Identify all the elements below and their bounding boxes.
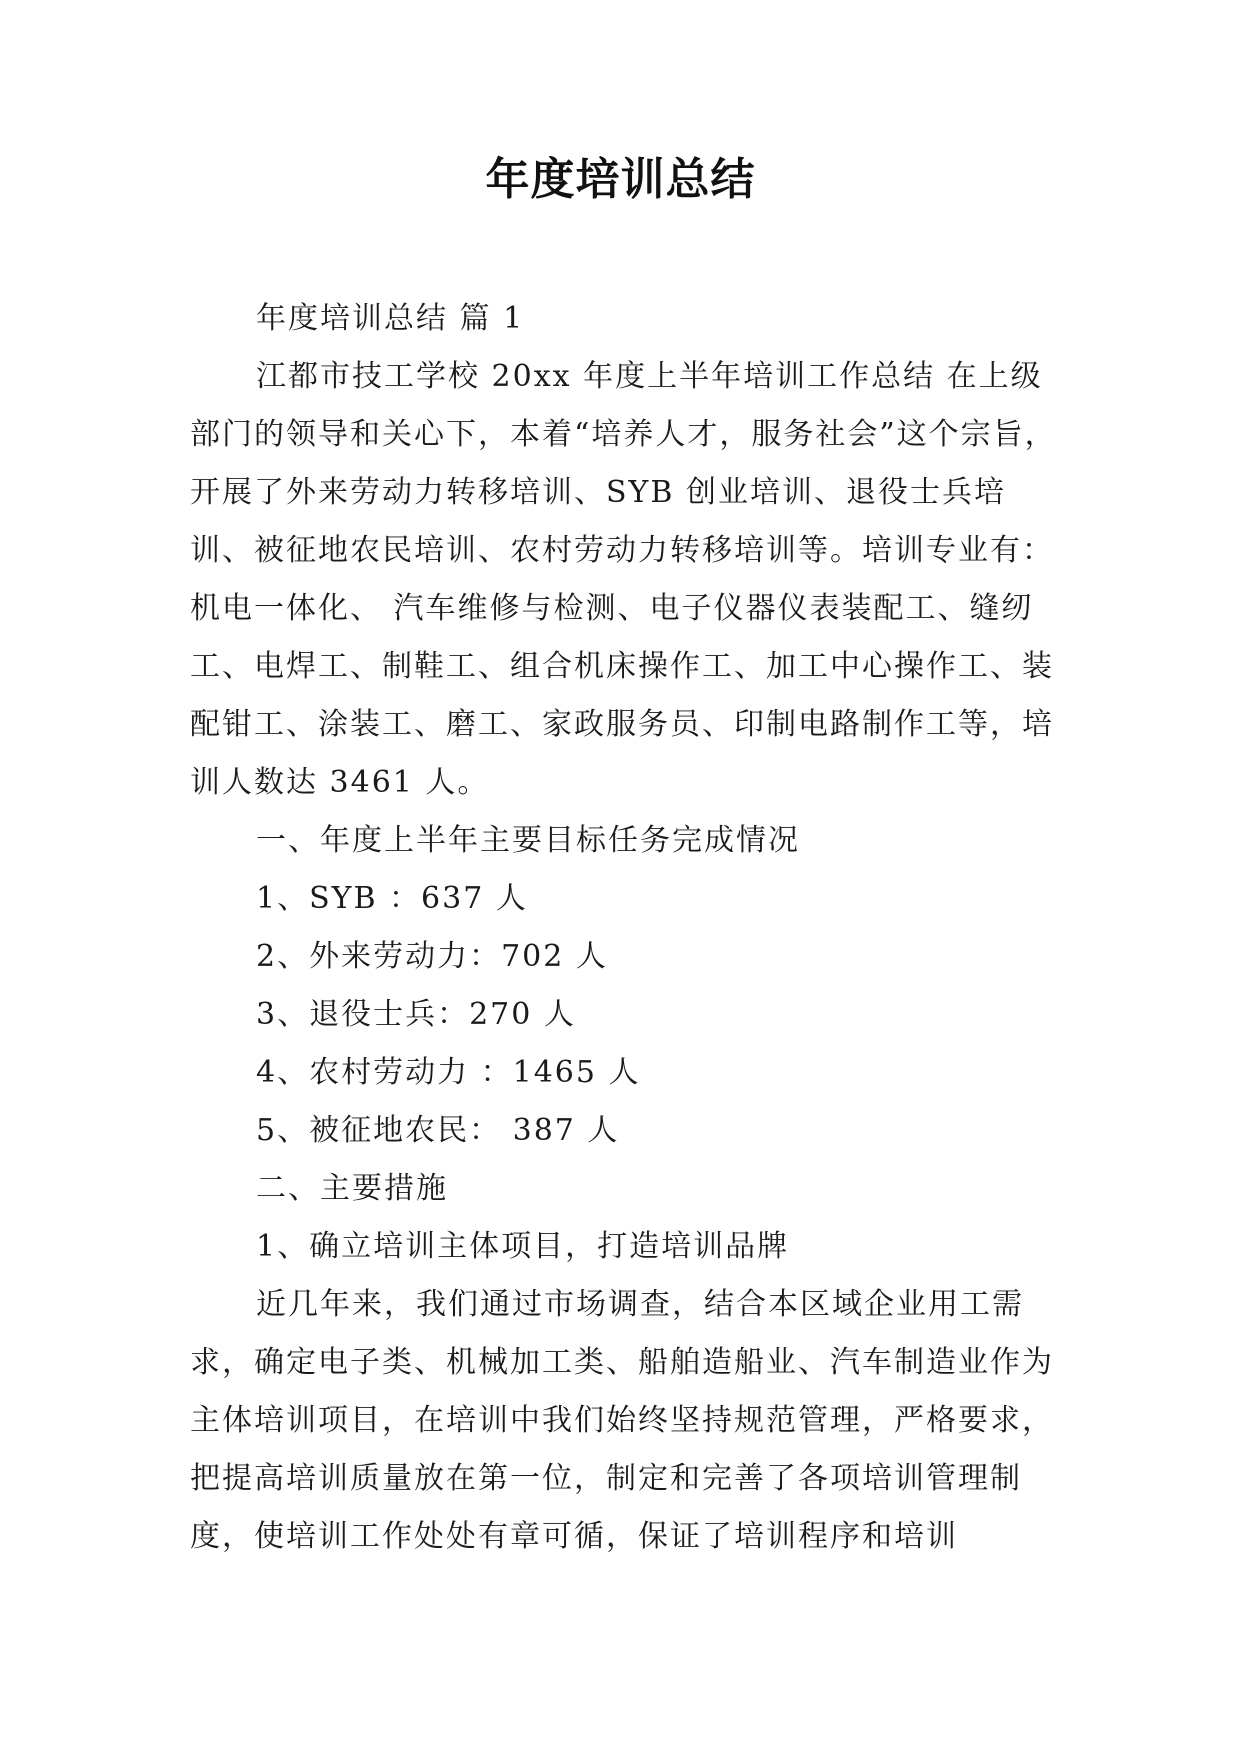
section-heading: 年度培训总结 篇 1 <box>256 301 525 336</box>
list-item: 3、退役士兵：270 人 <box>256 997 576 1032</box>
document-title: 年度培训总结 <box>485 154 756 205</box>
body-paragraph: 近几年来，我们通过市场调查，结合本区域企业用工需求，确定电子类、机械加工类、船舶造船业、汽车制造业作为主体培训项目，在培训中我们始终坚持规范管理，严格要求，把提高培训质量放在第一位，制定和完善了各项培训管理制度，使培训工作处处有章可循，保证了培训程序和培训 <box>190 1287 1054 1554</box>
section-heading: 二、主要措施 <box>256 1171 448 1206</box>
intro-paragraph: 江都市技工学校 20xx 年度上半年培训工作总结 在上级部门的领导和关心下，本着“培养人才，服务社会”这个宗旨，开展了外来劳动力转移培训、SYB 创业培训、退役士兵培训、被征地农民培训、农村劳动力转移培训等。培训专业有：机电一体化、 汽车维修与检测、电子仪器仪表装配工、缝纫工、电焊工、制鞋工、组合机床操作工、加工中心操作工、装配钳工、涂装工、磨工、家政服务员、印制电路制作工等，培训人数达 3461 人。 <box>190 359 1057 800</box>
list-item: 1、SYB ：637 人 <box>256 881 528 916</box>
list-item: 2、外来劳动力：702 人 <box>256 939 608 974</box>
list-item: 5、被征地农民： 387 人 <box>256 1113 620 1148</box>
section-heading: 一、年度上半年主要目标任务完成情况 <box>256 823 800 858</box>
list-item: 4、农村劳动力 ：1465 人 <box>256 1055 641 1090</box>
subsection-heading: 1、确立培训主体项目，打造培训品牌 <box>256 1229 790 1264</box>
document-body <box>190 290 1068 1566</box>
